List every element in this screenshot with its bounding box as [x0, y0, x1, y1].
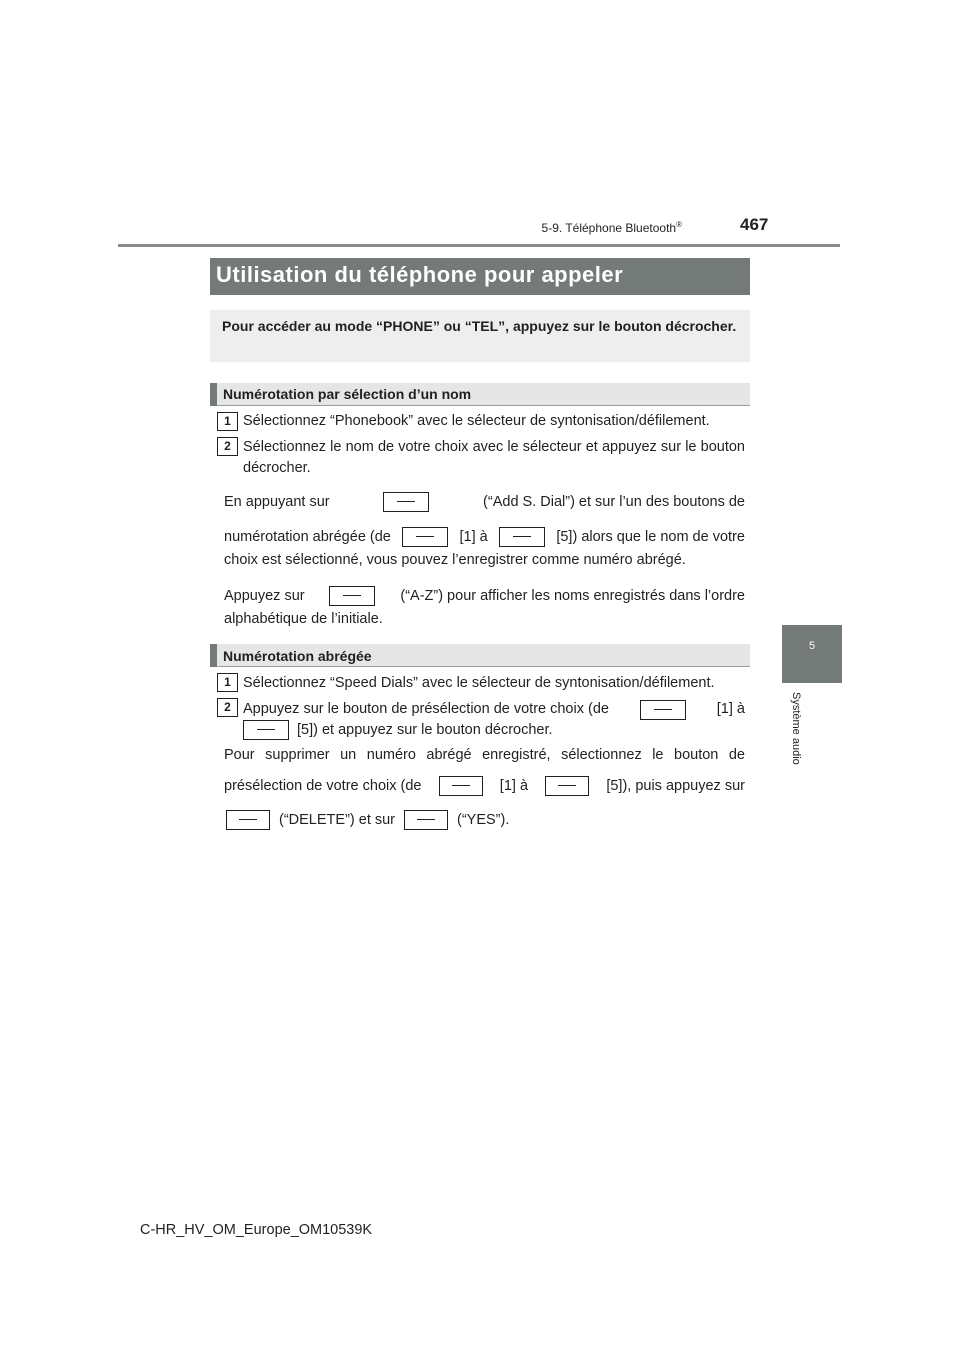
step-text: [5]) et appuyez sur le bouton décrocher. [297, 722, 553, 738]
note-line [224, 586, 745, 606]
note-line [224, 527, 745, 547]
section-header [542, 220, 682, 235]
note-text: [1] à [499, 778, 529, 794]
section-heading-accent [210, 644, 217, 667]
page-number: 467 [740, 215, 769, 234]
section-header-text: 5-9. Téléphone Bluetooth [541, 221, 677, 235]
note-text: numérotation abrégée (de [224, 529, 391, 545]
step-text: Sélectionnez le nom de votre choix avec le sélecteur et appuyez sur le bouton décrocher. [243, 439, 745, 476]
step-line [243, 699, 745, 720]
preset-button-5-icon [243, 720, 289, 740]
note-text: Appuyez sur [224, 588, 305, 604]
step-text: Sélectionnez “Phonebook” avec le sélecteur de syntonisation/défilement. [243, 413, 710, 429]
page-title: Utilisation du téléphone pour appeler [216, 262, 624, 287]
step-line [243, 720, 553, 740]
chapter-label: Système audio [790, 692, 802, 765]
step-text: Appuyez sur le bouton de présélection de votre choix (de [243, 701, 609, 717]
step-badge: 2 [217, 437, 238, 456]
step-badge: 2 [217, 698, 238, 717]
preset-button-1-icon [640, 700, 686, 720]
note-text: alphabétique de l’initiale. [224, 611, 383, 627]
preset-button-1-icon [439, 776, 483, 796]
add-speed-dial-button-icon [383, 492, 429, 512]
note-line [224, 776, 745, 796]
intro-text: Pour accéder au mode “PHONE” ou “TEL”, appuyez sur le bouton décrocher. [222, 318, 737, 334]
header-rule [118, 244, 840, 247]
note-text: (“Add S. Dial”) et sur l’un des boutons de [483, 494, 745, 510]
yes-button-icon [404, 810, 448, 830]
note-text: En appuyant sur [224, 494, 330, 510]
step-text: Sélectionnez “Speed Dials” avec le sélecteur de syntonisation/défilement. [243, 675, 715, 691]
section-heading-name-dial: Numérotation par sélection d’un nom [223, 386, 472, 402]
note-text: [5]) alors que le nom de votre [556, 529, 745, 545]
document-footer: C-HR_HV_OM_Europe_OM10539K [140, 1222, 373, 1238]
preset-button-5-icon [545, 776, 589, 796]
note-text: présélection de votre choix (de [224, 778, 422, 794]
note-text: (“DELETE”) et sur [279, 812, 396, 828]
section-heading-accent [210, 383, 217, 406]
note-text: (“YES”). [457, 812, 510, 828]
step-badge: 1 [217, 412, 238, 431]
note-line [224, 492, 745, 512]
step-badge: 1 [217, 673, 238, 692]
note-text: Pour supprimer un numéro abrégé enregistré, sélectionnez le bouton de [224, 747, 745, 763]
delete-button-icon [226, 810, 270, 830]
az-button-icon [329, 586, 375, 606]
preset-button-5-icon [499, 527, 545, 547]
note-text: (“A-Z”) pour afficher les noms enregistrés dans l’ordre [400, 588, 745, 604]
section-heading-speed-dial: Numérotation abrégée [223, 648, 372, 664]
note-line [226, 810, 509, 830]
note-text: choix est sélectionné, vous pouvez l’enregistrer comme numéro abrégé. [224, 552, 686, 568]
chapter-number: 5 [808, 640, 816, 652]
note-text: [1] à [459, 529, 488, 545]
chapter-tab [782, 625, 842, 683]
step-text: [1] à [716, 701, 745, 717]
registered-mark: ® [676, 220, 682, 229]
preset-button-1-icon [402, 527, 448, 547]
note-text: [5]), puis appuyez sur [606, 778, 745, 794]
